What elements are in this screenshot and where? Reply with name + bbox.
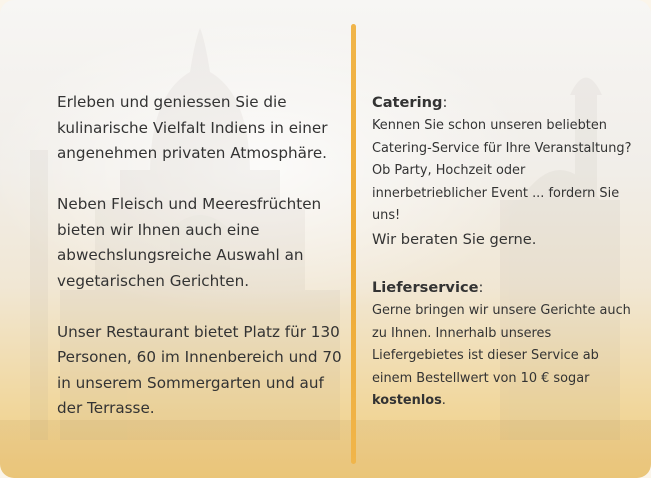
cuisine-paragraph: Neben Fleisch und Meeresfrüchten bieten wir Ihnen auch eine abwechslungsreiche Auswahl an vegetarischen Gerichten. xyxy=(57,195,322,290)
lieferservice-heading xyxy=(372,276,642,300)
lieferservice-end: . xyxy=(441,393,446,409)
intro-column xyxy=(57,90,347,422)
catering-closing: Wir beraten Sie gerne. xyxy=(372,230,537,248)
lieferservice-text xyxy=(372,300,642,413)
catering-title: Catering xyxy=(372,94,443,111)
services-column xyxy=(372,91,642,413)
lieferservice-bold: kostenlos xyxy=(372,393,442,409)
lieferservice-title: Lieferservice xyxy=(372,278,479,296)
catering-colon: : xyxy=(442,94,448,111)
intro-paragraph: Erleben und geniessen Sie die kulinarische Vielfalt Indiens in einer angenehmen privaten Atmosphäre. xyxy=(57,93,328,162)
lieferservice-colon: : xyxy=(478,278,484,296)
lieferservice-body: Gerne bringen wir unsere Gerichte auch zu Ihnen. Innerhalb unseres Liefergebietes ist dieser Service ab einem Bestellwert von 10 € sogar xyxy=(372,302,631,386)
catering-heading xyxy=(372,91,642,115)
capacity-paragraph: Unser Restaurant bietet Platz für 130 Personen, 60 im Innenbereich und 70 in unserem Sommergarten und auf der Terrasse. xyxy=(57,322,342,417)
column-divider xyxy=(351,24,356,464)
catering-text: Kennen Sie schon unseren beliebten Catering-Service für Ihre Veranstaltung? Ob Party, Hochzeit oder innerbetrieblicher Event ... fordern Sie uns! xyxy=(372,118,632,224)
